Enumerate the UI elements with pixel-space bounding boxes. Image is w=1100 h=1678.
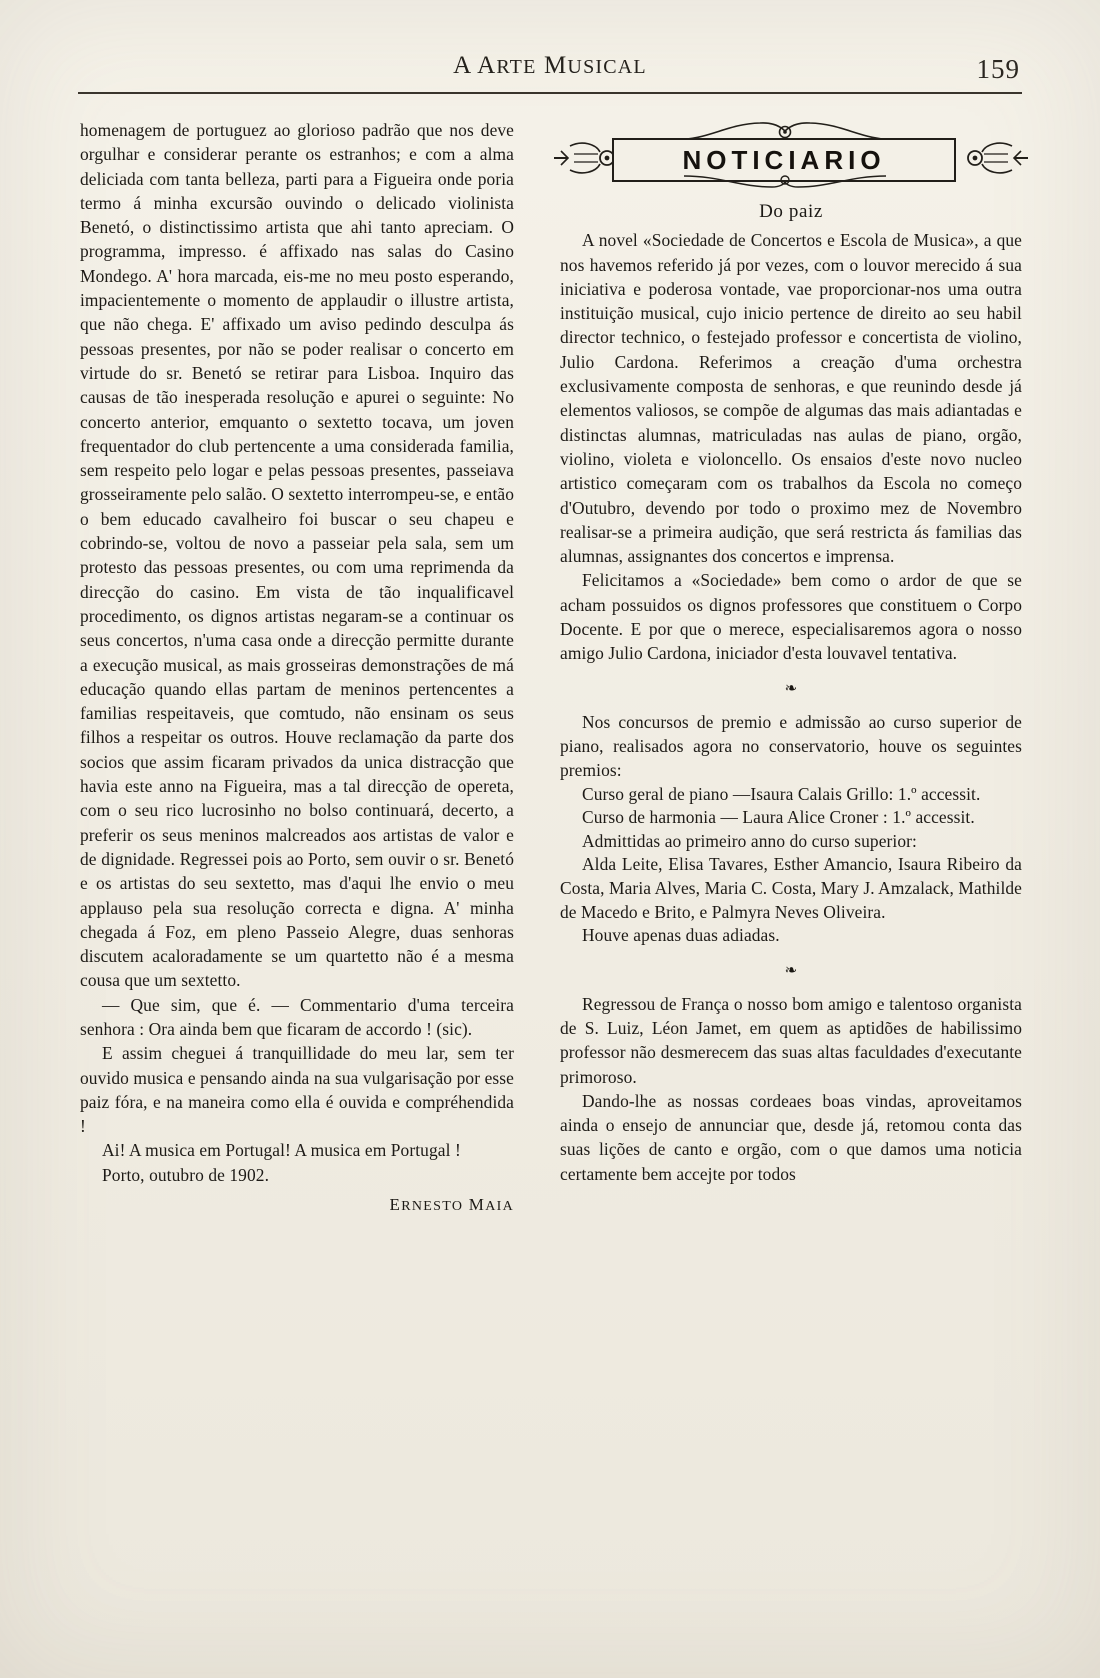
- section-divider-1: ❧: [784, 680, 798, 697]
- paragraph: Nos concursos de premio e admissão ao curso superior de piano, realisados agora no conservatorio, houve os seguintes premios:: [560, 711, 1022, 781]
- noticiario-banner: [560, 118, 1022, 190]
- paragraph: Regressou de França o nosso bom amigo e talentoso organista de S. Luiz, Léon Jamet, em quem as aptidões de habilissimo professor não desmerecem das suas altas faculdades d'executante primoroso.: [560, 993, 1022, 1087]
- paragraph: homenagem de portuguez ao glorioso padrão que nos deve orgulhar e considerar perante os estranhos; e com a alma deliciada com tanta belleza, parti para a Figueira onde poria termo á minha excursão ouvindo o delicado violinista Benetó, o distinctissimo artista que ahi tanto apreciam. O programma, impresso. é affixado nas salas do Casino Mondego. A' hora marcada, eis-me no meu posto esperando, impacientemente o momento de applaudir o illustre artista, que não chega. E' affixado um aviso pedindo desculpa ás pessoas presentes, por não se poder realisar o concerto em virtude do sr. Benetó se retirar para Lisboa. Inquiro das causas de tão inesperada resolução e apurei o seguinte: No concerto anterior, emquanto o sextetto tocava, um joven frequentador do club pertencente a uma considerada familia, sem respeito pelo logar e pelas pessoas presentes, passeiava grosseiramente pelo salão. O sextetto interrompeu-se, e então o bem educado cavalheiro foi buscar o seu chapeu e cobrindo-se, voltou de novo a passeiar pela sala, sem um protesto das pessoas presentes, ou com uma reprimenda da direcção do casino. Em vista de tão inqualificavel procedimento, os dignos artistas negaram-se a continuar os seus concertos, n'uma casa onde a direcção permitte durante a execução musical, as mais grosseiras demonstrações de má educação quando ellas partam de meninos pertencentes a familias respeitaveis, que comtudo, não ensinam os seus filhos a respeitar os outros. Houve reclamação da parte dos socios que assim ficaram privados da unica distracção que havia este anno na Figueira, mas a tal direcção de opereta, com o seu rico lucrosinho no bolso continuará, decerto, a preferir os seus meninos malcreados aos artistas de valor e de dignidade. Regressei pois ao Porto, sem ouvir o sr. Benetó e os artistas do seu sextetto, mas d'aqui lhe envio o meu applauso pela sua resolução correcta e digna. A' minha chegada á Foz, em pleno Passeio Alegre, duas senhoras discutem acaloradamente se um quartetto não é a mesma cousa que um sextetto.: [80, 120, 514, 991]
- noticiario-title: NOTICIARIO: [682, 144, 886, 175]
- header-rule: [78, 92, 1022, 94]
- article-signature: ERNESTO MAIA: [389, 1195, 514, 1215]
- page-header: [78, 52, 1022, 100]
- banner-bottom-ornament: [680, 174, 890, 190]
- paragraph: A novel «Sociedade de Concertos e Escola de Musica», a que nos havemos referido já por vezes, com o louvor merecido á sua iniciativa e poderosa vontade, vae proporcionar-nos uma outra instituição musical, cujo inicio pertence de direito ao seu habil director technico, o festejado professor e concertista de violino, Julio Cardona. Referimos a creação d'uma orchestra exclusivamente composta de senhoras, e que reunindo desde já elementos valiosos, se compõe de algumas das mais adiantadas e distinctas alumnas, matriculadas nas aulas de piano, orgão, violino, violeta e violoncello. Os ensaios d'este novo nucleo artistico começaram com os trabalhos da Escola no começo d'Outubro, devendo por todo o proximo mez de Novembro realisar-se a primeira audição, que será restricta ás familias das alumnas, assignantes dos concertos e imprensa.: [560, 230, 1022, 567]
- page-number: 159: [976, 54, 1020, 84]
- banner-right-flourish: [960, 130, 1030, 186]
- running-title-text: A ARTE MUSICAL: [453, 52, 647, 79]
- section-divider-2: ❧: [784, 962, 798, 979]
- paragraph: Curso de harmonia — Laura Alice Croner : 1.º accessit.: [582, 807, 975, 828]
- paragraph: Alda Leite, Elisa Tavares, Esther Amancio, Isaura Ribeiro da Costa, Maria Alves, Maria C. Costa, Mary J. Amzalack, Mathilde de Macedo e Brito, e Palmyra Neves Oliveira.: [560, 854, 1022, 922]
- paragraph: Houve apenas duas adiadas.: [582, 925, 780, 946]
- paragraph: — Que sim, que é. — Commentario d'uma terceira senhora : Ora ainda bem que ficaram de accordo ! (sic).: [80, 994, 514, 1039]
- paragraph: Admittidas ao primeiro anno do curso superior:: [582, 830, 917, 851]
- paragraph: Porto, outubro de 1902.: [102, 1164, 270, 1185]
- paragraph: Curso geral de piano —Isaura Calais Grillo: 1.º accessit.: [582, 783, 981, 804]
- paragraph: Dando-lhe as nossas cordeaes boas vindas, aproveitamos ainda o ensejo de annunciar que, desde já, retomou conta das suas lições de canto e orgão, com o que damos uma noticia certamente bem accejte por todos: [560, 1090, 1022, 1184]
- paragraph: Ai! A musica em Portugal! A musica em Portugal !: [102, 1140, 461, 1161]
- paragraph: Felicitamos a «Sociedade» bem como o ardor de que se acham possuidos os dignos professores que constituem o Corpo Docente. E por que o merece, especialisaremos agora o nosso amigo Julio Cardona, iniciador d'esta louvavel tentativa.: [560, 570, 1022, 664]
- right-column: [560, 118, 1022, 1186]
- left-column: [80, 118, 514, 1219]
- section-subheading: Do paiz: [759, 201, 823, 222]
- paragraph: E assim cheguei á tranquillidade do meu lar, sem ter ouvido musica e pensando ainda na sua vulgarisação por esse paiz fóra, e na maneira como ella é ouvida e compréhendida !: [80, 1043, 514, 1137]
- running-title: [78, 52, 1022, 80]
